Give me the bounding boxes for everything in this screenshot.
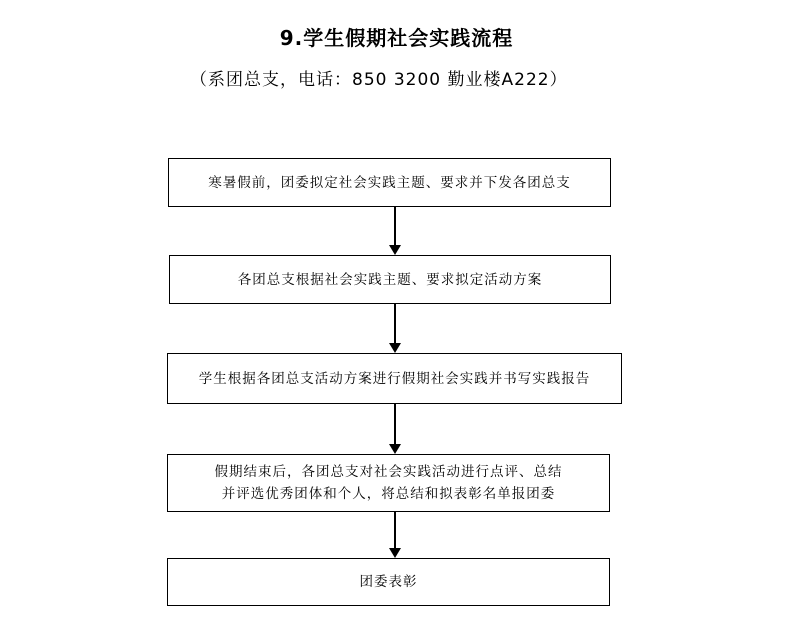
flow-arrow-4: [389, 512, 401, 558]
flow-step-4-text-line-1: 假期结束后，各团总支对社会实践活动进行点评、总结: [214, 464, 563, 480]
flow-arrow-3-shaft: [394, 404, 396, 444]
flow-step-1: [168, 158, 611, 207]
flow-arrow-2-shaft: [394, 304, 396, 343]
flow-step-1-text: 寒暑假前，团委拟定社会实践主题、要求并下发各团总支: [208, 174, 571, 191]
flow-step-5-text: 团委表彰: [359, 574, 418, 590]
flow-arrow-2-head: [389, 343, 401, 353]
flow-step-4: [167, 454, 610, 512]
flow-arrow-4-shaft: [394, 512, 396, 548]
flow-step-5: [167, 558, 610, 606]
contact-info: （系团总支，电话：850 3200 勤业楼A222）: [190, 70, 568, 90]
flow-step-3: [167, 353, 622, 404]
flow-step-3-text: 学生根据各团总支活动方案进行假期社会实践并书写实践报告: [198, 370, 591, 387]
page-title: 9.学生假期社会实践流程: [279, 26, 514, 50]
flow-arrow-4-head: [389, 548, 401, 558]
flow-step-2: [169, 255, 611, 304]
flow-step-2-text: 各团总支根据社会实践主题、要求拟定活动方案: [237, 271, 543, 288]
flow-arrow-1-head: [389, 245, 401, 255]
flow-arrow-2: [389, 304, 401, 353]
flow-arrow-3: [389, 404, 401, 454]
flow-step-4-text-line-2: 并评选优秀团体和个人，将总结和拟表彰名单报团委: [221, 486, 556, 502]
flow-arrow-1-shaft: [394, 207, 396, 245]
flow-arrow-1: [389, 207, 401, 255]
flow-arrow-3-head: [389, 444, 401, 454]
